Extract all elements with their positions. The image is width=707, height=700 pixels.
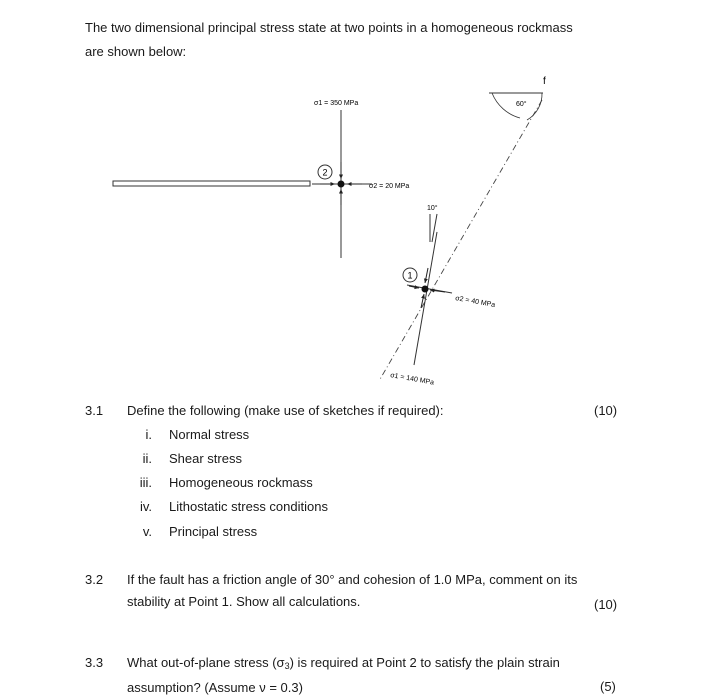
item-label: Homogeneous rockmass bbox=[169, 475, 313, 490]
fault-label: f bbox=[543, 76, 546, 87]
sigma1-point2-label: σ1 = 350 MPa bbox=[314, 100, 359, 107]
angle-60-arc bbox=[527, 93, 542, 120]
item-number: iii. bbox=[139, 475, 152, 490]
sigma2-point2-label: σ2 = 20 MPa bbox=[369, 183, 410, 190]
horizontal-bar bbox=[113, 181, 310, 186]
point1-major-line bbox=[414, 232, 437, 365]
question-3-3-line-1 bbox=[127, 652, 637, 677]
intro-line-2: are shown below: bbox=[85, 44, 187, 59]
question-3-2-line-2: stability at Point 1. Show all calculations. bbox=[127, 594, 361, 609]
question-3-3-text bbox=[127, 652, 637, 699]
point1-label: 1 bbox=[407, 270, 413, 281]
question-3-3-line-1-start: What out-of-plane stress (σ bbox=[127, 655, 285, 670]
point1-dot bbox=[422, 286, 429, 293]
question-3-2-line-1: If the fault has a friction angle of 30° and cohesion of 1.0 MPa, comment on its bbox=[127, 572, 578, 587]
item-number: v. bbox=[142, 524, 152, 539]
question-3-1-number: 3.1 bbox=[85, 403, 104, 418]
item-label: Normal stress bbox=[169, 427, 250, 442]
fault-line bbox=[379, 100, 542, 381]
point2-dot bbox=[338, 181, 345, 188]
sigma1-point1-label: σ1 = 140 MPa bbox=[389, 372, 435, 387]
question-3-1-text: Define the following (make use of sketches if required): bbox=[127, 403, 444, 418]
angle-60-label: 60° bbox=[516, 101, 527, 108]
item-number: ii. bbox=[142, 451, 152, 466]
sigma2-point1-label: σ2 = 40 MPa bbox=[454, 295, 496, 309]
sigma-subscript: 3 bbox=[284, 661, 290, 671]
angle-10-label: 10° bbox=[427, 205, 438, 212]
point1-top-arrow bbox=[425, 268, 428, 283]
question-3-2-number: 3.2 bbox=[85, 572, 104, 587]
item-number: iv. bbox=[139, 499, 152, 514]
item-number: i. bbox=[145, 427, 152, 442]
question-3-3-marks: (5) bbox=[600, 679, 616, 694]
question-3-2-marks: (10) bbox=[594, 597, 618, 612]
question-3-3-line-1-end: ) is required at Point 2 to satisfy the plain strain bbox=[289, 655, 560, 670]
item-label: Lithostatic stress conditions bbox=[169, 499, 328, 514]
item-label: Shear stress bbox=[169, 451, 242, 466]
item-label: Principal stress bbox=[169, 524, 258, 539]
question-3-3-number: 3.3 bbox=[85, 655, 104, 670]
intro-line-1: The two dimensional principal stress state at two points in a homogeneous rockmass bbox=[85, 20, 573, 35]
question-3-2-text bbox=[127, 569, 637, 613]
question-3-1-marks: (10) bbox=[594, 403, 618, 418]
question-3-3-line-2: assumption? (Assume ν = 0.3) bbox=[127, 680, 303, 695]
point2-label: 2 bbox=[322, 167, 328, 178]
point1-minor-line bbox=[407, 285, 452, 293]
